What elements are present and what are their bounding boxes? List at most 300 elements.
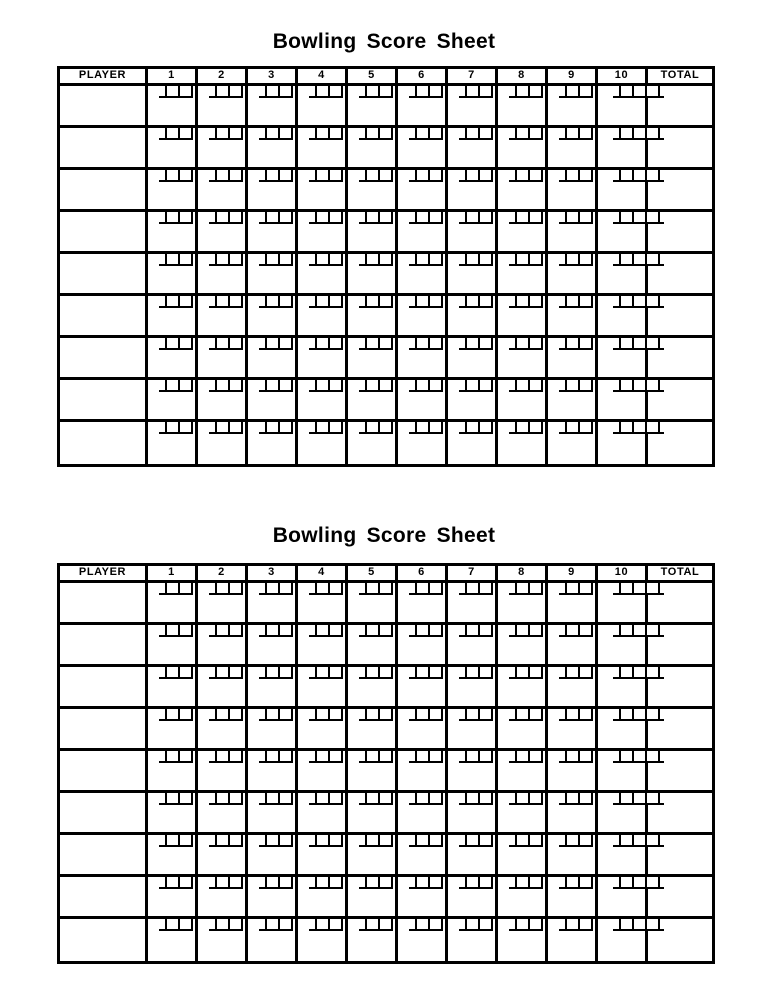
- frame-cell-row-2-frame-1[interactable]: [148, 128, 198, 170]
- frame-cell-row-3-frame-9[interactable]: [548, 170, 598, 212]
- pin-box-ball-2[interactable]: [378, 625, 393, 637]
- frame-cell-row-2-frame-8[interactable]: [498, 128, 548, 170]
- frame-cell-row-2-frame-3[interactable]: [248, 625, 298, 667]
- frame-cell-row-7-frame-1[interactable]: [148, 338, 198, 380]
- frame-cell-row-9-frame-3[interactable]: [248, 422, 298, 464]
- frame-cell-row-6-frame-8[interactable]: [498, 296, 548, 338]
- frame-cell-row-4-frame-1[interactable]: [148, 212, 198, 254]
- pin-box-ball-2[interactable]: [428, 296, 443, 308]
- pin-box-ball-2[interactable]: [528, 128, 543, 140]
- frame-cell-row-7-frame-3[interactable]: [248, 338, 298, 380]
- pin-box-ball-2[interactable]: [378, 835, 393, 847]
- frame-cell-row-7-frame-7[interactable]: [448, 835, 498, 877]
- pin-box-ball-2[interactable]: [228, 380, 243, 392]
- frame-cell-row-3-frame-1[interactable]: [148, 170, 198, 212]
- frame-cell-row-8-frame-7[interactable]: [448, 877, 498, 919]
- frame-cell-row-4-frame-3[interactable]: [248, 709, 298, 751]
- frame-cell-row-1-frame-2[interactable]: [198, 583, 248, 625]
- pin-box-ball-2[interactable]: [528, 667, 543, 679]
- pin-box-ball-2[interactable]: [178, 835, 193, 847]
- pin-box-ball-2[interactable]: [278, 212, 293, 224]
- frame-cell-row-2-frame-1[interactable]: [148, 625, 198, 667]
- pin-box-ball-2[interactable]: [328, 86, 343, 98]
- pin-box-ball-2[interactable]: [578, 625, 593, 637]
- frame-cell-row-7-frame-7[interactable]: [448, 338, 498, 380]
- pin-box-ball-2[interactable]: [578, 338, 593, 350]
- frame-cell-row-1-frame-3[interactable]: [248, 86, 298, 128]
- frame-cell-row-1-frame-9[interactable]: [548, 583, 598, 625]
- pin-box-ball-2[interactable]: [178, 667, 193, 679]
- frame-cell-row-2-frame-7[interactable]: [448, 625, 498, 667]
- frame-cell-row-3-frame-3[interactable]: [248, 667, 298, 709]
- frame-cell-row-4-frame-3[interactable]: [248, 212, 298, 254]
- pin-box-ball-2[interactable]: [378, 709, 393, 721]
- pin-box-ball-2[interactable]: [428, 128, 443, 140]
- frame-cell-row-5-frame-3[interactable]: [248, 751, 298, 793]
- pin-box-ball-2[interactable]: [178, 583, 193, 595]
- pin-box-ball-3[interactable]: [645, 212, 660, 224]
- frame-cell-row-6-frame-5[interactable]: [348, 793, 398, 835]
- frame-cell-row-4-frame-9[interactable]: [548, 709, 598, 751]
- frame-cell-row-7-frame-8[interactable]: [498, 835, 548, 877]
- frame-cell-row-9-frame-6[interactable]: [398, 919, 448, 961]
- pin-box-ball-3[interactable]: [645, 583, 660, 595]
- pin-box-ball-2[interactable]: [378, 128, 393, 140]
- pin-box-ball-2[interactable]: [228, 338, 243, 350]
- player-name-cell-row-2[interactable]: [60, 625, 148, 667]
- frame-cell-row-6-frame-4[interactable]: [298, 793, 348, 835]
- frame-cell-row-4-frame-8[interactable]: [498, 709, 548, 751]
- pin-box-ball-2[interactable]: [578, 751, 593, 763]
- frame-cell-row-9-frame-7[interactable]: [448, 919, 498, 961]
- pin-box-ball-2[interactable]: [178, 751, 193, 763]
- frame-cell-row-6-frame-6[interactable]: [398, 793, 448, 835]
- frame-cell-row-8-frame-6[interactable]: [398, 380, 448, 422]
- pin-box-ball-2[interactable]: [578, 422, 593, 434]
- pin-box-ball-2[interactable]: [378, 583, 393, 595]
- pin-box-ball-2[interactable]: [528, 296, 543, 308]
- frame-cell-row-2-frame-9[interactable]: [548, 128, 598, 170]
- frame-cell-row-9-frame-2[interactable]: [198, 422, 248, 464]
- pin-box-ball-2[interactable]: [228, 709, 243, 721]
- frame-cell-row-8-frame-6[interactable]: [398, 877, 448, 919]
- frame-cell-row-1-frame-5[interactable]: [348, 583, 398, 625]
- frame-cell-row-8-frame-1[interactable]: [148, 380, 198, 422]
- frame-cell-row-5-frame-10[interactable]: [598, 751, 648, 793]
- pin-box-ball-2[interactable]: [428, 254, 443, 266]
- pin-box-ball-2[interactable]: [178, 170, 193, 182]
- pin-box-ball-2[interactable]: [478, 128, 493, 140]
- pin-box-ball-2[interactable]: [428, 338, 443, 350]
- player-name-cell-row-6[interactable]: [60, 296, 148, 338]
- pin-box-ball-2[interactable]: [328, 877, 343, 889]
- frame-cell-row-8-frame-7[interactable]: [448, 380, 498, 422]
- frame-cell-row-5-frame-1[interactable]: [148, 254, 198, 296]
- frame-cell-row-7-frame-9[interactable]: [548, 338, 598, 380]
- pin-box-ball-2[interactable]: [528, 170, 543, 182]
- player-name-cell-row-8[interactable]: [60, 877, 148, 919]
- frame-cell-row-4-frame-6[interactable]: [398, 212, 448, 254]
- player-name-cell-row-2[interactable]: [60, 128, 148, 170]
- pin-box-ball-2[interactable]: [428, 667, 443, 679]
- frame-cell-row-1-frame-3[interactable]: [248, 583, 298, 625]
- pin-box-ball-2[interactable]: [428, 422, 443, 434]
- frame-cell-row-5-frame-5[interactable]: [348, 254, 398, 296]
- frame-cell-row-2-frame-2[interactable]: [198, 625, 248, 667]
- pin-box-ball-2[interactable]: [578, 667, 593, 679]
- pin-box-ball-2[interactable]: [528, 793, 543, 805]
- pin-box-ball-2[interactable]: [528, 583, 543, 595]
- frame-cell-row-1-frame-1[interactable]: [148, 86, 198, 128]
- frame-cell-row-1-frame-2[interactable]: [198, 86, 248, 128]
- frame-cell-row-3-frame-4[interactable]: [298, 170, 348, 212]
- pin-box-ball-2[interactable]: [478, 709, 493, 721]
- pin-box-ball-2[interactable]: [578, 128, 593, 140]
- player-name-cell-row-5[interactable]: [60, 751, 148, 793]
- player-name-cell-row-9[interactable]: [60, 919, 148, 961]
- frame-cell-row-6-frame-6[interactable]: [398, 296, 448, 338]
- pin-box-ball-3[interactable]: [645, 919, 660, 931]
- frame-cell-row-3-frame-7[interactable]: [448, 170, 498, 212]
- pin-box-ball-2[interactable]: [378, 170, 393, 182]
- frame-cell-row-3-frame-2[interactable]: [198, 170, 248, 212]
- frame-cell-row-3-frame-5[interactable]: [348, 667, 398, 709]
- frame-cell-row-1-frame-4[interactable]: [298, 583, 348, 625]
- pin-box-ball-2[interactable]: [328, 422, 343, 434]
- frame-cell-row-9-frame-6[interactable]: [398, 422, 448, 464]
- pin-box-ball-2[interactable]: [228, 877, 243, 889]
- frame-cell-row-3-frame-10[interactable]: [598, 667, 648, 709]
- pin-box-ball-2[interactable]: [178, 380, 193, 392]
- pin-box-ball-3[interactable]: [645, 86, 660, 98]
- pin-box-ball-3[interactable]: [645, 128, 660, 140]
- frame-cell-row-9-frame-10[interactable]: [598, 919, 648, 961]
- pin-box-ball-2[interactable]: [378, 793, 393, 805]
- pin-box-ball-2[interactable]: [178, 86, 193, 98]
- pin-box-ball-2[interactable]: [478, 170, 493, 182]
- pin-box-ball-3[interactable]: [645, 835, 660, 847]
- frame-cell-row-6-frame-7[interactable]: [448, 296, 498, 338]
- pin-box-ball-2[interactable]: [378, 338, 393, 350]
- frame-cell-row-8-frame-2[interactable]: [198, 380, 248, 422]
- pin-box-ball-3[interactable]: [645, 709, 660, 721]
- frame-cell-row-9-frame-2[interactable]: [198, 919, 248, 961]
- pin-box-ball-2[interactable]: [478, 835, 493, 847]
- frame-cell-row-4-frame-4[interactable]: [298, 212, 348, 254]
- pin-box-ball-3[interactable]: [645, 380, 660, 392]
- pin-box-ball-2[interactable]: [378, 212, 393, 224]
- frame-cell-row-5-frame-3[interactable]: [248, 254, 298, 296]
- pin-box-ball-2[interactable]: [528, 751, 543, 763]
- frame-cell-row-8-frame-4[interactable]: [298, 380, 348, 422]
- frame-cell-row-9-frame-7[interactable]: [448, 422, 498, 464]
- frame-cell-row-3-frame-7[interactable]: [448, 667, 498, 709]
- frame-cell-row-5-frame-1[interactable]: [148, 751, 198, 793]
- pin-box-ball-2[interactable]: [578, 254, 593, 266]
- frame-cell-row-6-frame-1[interactable]: [148, 296, 198, 338]
- frame-cell-row-2-frame-9[interactable]: [548, 625, 598, 667]
- frame-cell-row-7-frame-5[interactable]: [348, 338, 398, 380]
- pin-box-ball-2[interactable]: [378, 296, 393, 308]
- frame-cell-row-7-frame-8[interactable]: [498, 338, 548, 380]
- pin-box-ball-2[interactable]: [278, 877, 293, 889]
- frame-cell-row-3-frame-5[interactable]: [348, 170, 398, 212]
- frame-cell-row-1-frame-9[interactable]: [548, 86, 598, 128]
- frame-cell-row-7-frame-10[interactable]: [598, 835, 648, 877]
- pin-box-ball-2[interactable]: [328, 667, 343, 679]
- frame-cell-row-9-frame-5[interactable]: [348, 422, 398, 464]
- frame-cell-row-8-frame-10[interactable]: [598, 380, 648, 422]
- pin-box-ball-2[interactable]: [578, 919, 593, 931]
- frame-cell-row-4-frame-5[interactable]: [348, 709, 398, 751]
- pin-box-ball-2[interactable]: [528, 835, 543, 847]
- player-name-cell-row-1[interactable]: [60, 583, 148, 625]
- pin-box-ball-2[interactable]: [528, 919, 543, 931]
- frame-cell-row-4-frame-9[interactable]: [548, 212, 598, 254]
- pin-box-ball-2[interactable]: [178, 254, 193, 266]
- frame-cell-row-4-frame-7[interactable]: [448, 212, 498, 254]
- player-name-cell-row-5[interactable]: [60, 254, 148, 296]
- pin-box-ball-2[interactable]: [428, 212, 443, 224]
- frame-cell-row-5-frame-6[interactable]: [398, 751, 448, 793]
- pin-box-ball-2[interactable]: [478, 919, 493, 931]
- pin-box-ball-2[interactable]: [278, 793, 293, 805]
- frame-cell-row-1-frame-6[interactable]: [398, 86, 448, 128]
- pin-box-ball-2[interactable]: [178, 625, 193, 637]
- frame-cell-row-6-frame-1[interactable]: [148, 793, 198, 835]
- frame-cell-row-6-frame-8[interactable]: [498, 793, 548, 835]
- frame-cell-row-4-frame-4[interactable]: [298, 709, 348, 751]
- frame-cell-row-5-frame-7[interactable]: [448, 254, 498, 296]
- player-name-cell-row-4[interactable]: [60, 709, 148, 751]
- frame-cell-row-9-frame-9[interactable]: [548, 919, 598, 961]
- frame-cell-row-3-frame-6[interactable]: [398, 667, 448, 709]
- pin-box-ball-2[interactable]: [478, 667, 493, 679]
- pin-box-ball-2[interactable]: [378, 751, 393, 763]
- pin-box-ball-2[interactable]: [328, 296, 343, 308]
- frame-cell-row-6-frame-2[interactable]: [198, 793, 248, 835]
- pin-box-ball-2[interactable]: [378, 254, 393, 266]
- pin-box-ball-3[interactable]: [645, 751, 660, 763]
- frame-cell-row-3-frame-2[interactable]: [198, 667, 248, 709]
- frame-cell-row-1-frame-5[interactable]: [348, 86, 398, 128]
- frame-cell-row-8-frame-9[interactable]: [548, 380, 598, 422]
- frame-cell-row-8-frame-2[interactable]: [198, 877, 248, 919]
- player-name-cell-row-9[interactable]: [60, 422, 148, 464]
- pin-box-ball-2[interactable]: [328, 254, 343, 266]
- pin-box-ball-2[interactable]: [578, 296, 593, 308]
- frame-cell-row-3-frame-10[interactable]: [598, 170, 648, 212]
- frame-cell-row-9-frame-1[interactable]: [148, 422, 198, 464]
- pin-box-ball-2[interactable]: [528, 254, 543, 266]
- frame-cell-row-1-frame-8[interactable]: [498, 86, 548, 128]
- player-name-cell-row-3[interactable]: [60, 667, 148, 709]
- pin-box-ball-2[interactable]: [178, 296, 193, 308]
- pin-box-ball-2[interactable]: [228, 254, 243, 266]
- pin-box-ball-3[interactable]: [645, 296, 660, 308]
- pin-box-ball-2[interactable]: [328, 380, 343, 392]
- pin-box-ball-2[interactable]: [578, 170, 593, 182]
- frame-cell-row-2-frame-7[interactable]: [448, 128, 498, 170]
- frame-cell-row-9-frame-4[interactable]: [298, 919, 348, 961]
- pin-box-ball-2[interactable]: [528, 877, 543, 889]
- pin-box-ball-2[interactable]: [328, 170, 343, 182]
- frame-cell-row-4-frame-7[interactable]: [448, 709, 498, 751]
- pin-box-ball-2[interactable]: [478, 338, 493, 350]
- frame-cell-row-9-frame-3[interactable]: [248, 919, 298, 961]
- frame-cell-row-9-frame-5[interactable]: [348, 919, 398, 961]
- frame-cell-row-8-frame-9[interactable]: [548, 877, 598, 919]
- frame-cell-row-2-frame-10[interactable]: [598, 625, 648, 667]
- frame-cell-row-7-frame-9[interactable]: [548, 835, 598, 877]
- pin-box-ball-2[interactable]: [428, 793, 443, 805]
- frame-cell-row-5-frame-9[interactable]: [548, 751, 598, 793]
- frame-cell-row-9-frame-4[interactable]: [298, 422, 348, 464]
- pin-box-ball-2[interactable]: [478, 254, 493, 266]
- frame-cell-row-5-frame-2[interactable]: [198, 751, 248, 793]
- frame-cell-row-8-frame-5[interactable]: [348, 877, 398, 919]
- pin-box-ball-2[interactable]: [328, 583, 343, 595]
- pin-box-ball-2[interactable]: [328, 212, 343, 224]
- pin-box-ball-2[interactable]: [578, 877, 593, 889]
- frame-cell-row-8-frame-8[interactable]: [498, 380, 548, 422]
- frame-cell-row-5-frame-7[interactable]: [448, 751, 498, 793]
- frame-cell-row-2-frame-5[interactable]: [348, 128, 398, 170]
- pin-box-ball-2[interactable]: [228, 751, 243, 763]
- frame-cell-row-7-frame-4[interactable]: [298, 338, 348, 380]
- frame-cell-row-7-frame-2[interactable]: [198, 338, 248, 380]
- frame-cell-row-7-frame-3[interactable]: [248, 835, 298, 877]
- frame-cell-row-7-frame-5[interactable]: [348, 835, 398, 877]
- pin-box-ball-2[interactable]: [478, 296, 493, 308]
- pin-box-ball-2[interactable]: [178, 793, 193, 805]
- pin-box-ball-2[interactable]: [478, 583, 493, 595]
- frame-cell-row-4-frame-6[interactable]: [398, 709, 448, 751]
- frame-cell-row-1-frame-8[interactable]: [498, 583, 548, 625]
- pin-box-ball-2[interactable]: [278, 919, 293, 931]
- pin-box-ball-3[interactable]: [645, 254, 660, 266]
- frame-cell-row-5-frame-9[interactable]: [548, 254, 598, 296]
- pin-box-ball-2[interactable]: [428, 919, 443, 931]
- frame-cell-row-8-frame-10[interactable]: [598, 877, 648, 919]
- frame-cell-row-7-frame-10[interactable]: [598, 338, 648, 380]
- pin-box-ball-2[interactable]: [428, 86, 443, 98]
- pin-box-ball-2[interactable]: [478, 422, 493, 434]
- pin-box-ball-2[interactable]: [178, 877, 193, 889]
- frame-cell-row-1-frame-6[interactable]: [398, 583, 448, 625]
- pin-box-ball-3[interactable]: [645, 422, 660, 434]
- player-name-cell-row-6[interactable]: [60, 793, 148, 835]
- pin-box-ball-2[interactable]: [578, 380, 593, 392]
- frame-cell-row-4-frame-10[interactable]: [598, 212, 648, 254]
- pin-box-ball-2[interactable]: [278, 422, 293, 434]
- frame-cell-row-5-frame-10[interactable]: [598, 254, 648, 296]
- frame-cell-row-3-frame-9[interactable]: [548, 667, 598, 709]
- pin-box-ball-2[interactable]: [178, 128, 193, 140]
- pin-box-ball-2[interactable]: [228, 919, 243, 931]
- pin-box-ball-2[interactable]: [428, 170, 443, 182]
- frame-cell-row-5-frame-8[interactable]: [498, 254, 548, 296]
- player-name-cell-row-7[interactable]: [60, 835, 148, 877]
- pin-box-ball-2[interactable]: [278, 751, 293, 763]
- frame-cell-row-5-frame-4[interactable]: [298, 751, 348, 793]
- frame-cell-row-8-frame-3[interactable]: [248, 380, 298, 422]
- pin-box-ball-2[interactable]: [228, 583, 243, 595]
- pin-box-ball-2[interactable]: [278, 835, 293, 847]
- pin-box-ball-2[interactable]: [328, 709, 343, 721]
- frame-cell-row-5-frame-6[interactable]: [398, 254, 448, 296]
- pin-box-ball-2[interactable]: [428, 625, 443, 637]
- pin-box-ball-2[interactable]: [228, 422, 243, 434]
- pin-box-ball-2[interactable]: [578, 212, 593, 224]
- pin-box-ball-2[interactable]: [228, 835, 243, 847]
- frame-cell-row-2-frame-6[interactable]: [398, 625, 448, 667]
- frame-cell-row-3-frame-1[interactable]: [148, 667, 198, 709]
- frame-cell-row-9-frame-10[interactable]: [598, 422, 648, 464]
- frame-cell-row-4-frame-1[interactable]: [148, 709, 198, 751]
- frame-cell-row-7-frame-2[interactable]: [198, 835, 248, 877]
- pin-box-ball-2[interactable]: [278, 709, 293, 721]
- pin-box-ball-3[interactable]: [645, 793, 660, 805]
- pin-box-ball-2[interactable]: [378, 380, 393, 392]
- pin-box-ball-2[interactable]: [428, 877, 443, 889]
- frame-cell-row-4-frame-2[interactable]: [198, 709, 248, 751]
- pin-box-ball-2[interactable]: [378, 877, 393, 889]
- pin-box-ball-2[interactable]: [178, 422, 193, 434]
- frame-cell-row-1-frame-7[interactable]: [448, 86, 498, 128]
- frame-cell-row-2-frame-5[interactable]: [348, 625, 398, 667]
- frame-cell-row-3-frame-6[interactable]: [398, 170, 448, 212]
- pin-box-ball-2[interactable]: [328, 919, 343, 931]
- pin-box-ball-2[interactable]: [178, 338, 193, 350]
- pin-box-ball-2[interactable]: [228, 128, 243, 140]
- pin-box-ball-2[interactable]: [528, 380, 543, 392]
- frame-cell-row-7-frame-6[interactable]: [398, 338, 448, 380]
- pin-box-ball-3[interactable]: [645, 667, 660, 679]
- pin-box-ball-2[interactable]: [578, 583, 593, 595]
- pin-box-ball-2[interactable]: [278, 583, 293, 595]
- player-name-cell-row-3[interactable]: [60, 170, 148, 212]
- pin-box-ball-2[interactable]: [378, 86, 393, 98]
- pin-box-ball-2[interactable]: [528, 212, 543, 224]
- frame-cell-row-1-frame-1[interactable]: [148, 583, 198, 625]
- pin-box-ball-2[interactable]: [578, 709, 593, 721]
- pin-box-ball-2[interactable]: [478, 86, 493, 98]
- frame-cell-row-6-frame-2[interactable]: [198, 296, 248, 338]
- frame-cell-row-2-frame-6[interactable]: [398, 128, 448, 170]
- frame-cell-row-9-frame-8[interactable]: [498, 919, 548, 961]
- pin-box-ball-2[interactable]: [278, 625, 293, 637]
- pin-box-ball-2[interactable]: [278, 128, 293, 140]
- pin-box-ball-2[interactable]: [428, 380, 443, 392]
- frame-cell-row-8-frame-4[interactable]: [298, 877, 348, 919]
- frame-cell-row-6-frame-3[interactable]: [248, 793, 298, 835]
- frame-cell-row-1-frame-7[interactable]: [448, 583, 498, 625]
- pin-box-ball-2[interactable]: [528, 338, 543, 350]
- pin-box-ball-2[interactable]: [278, 380, 293, 392]
- pin-box-ball-2[interactable]: [528, 625, 543, 637]
- frame-cell-row-2-frame-8[interactable]: [498, 625, 548, 667]
- pin-box-ball-2[interactable]: [428, 583, 443, 595]
- pin-box-ball-2[interactable]: [178, 919, 193, 931]
- pin-box-ball-2[interactable]: [228, 86, 243, 98]
- frame-cell-row-6-frame-9[interactable]: [548, 793, 598, 835]
- pin-box-ball-2[interactable]: [278, 86, 293, 98]
- pin-box-ball-2[interactable]: [228, 667, 243, 679]
- frame-cell-row-6-frame-4[interactable]: [298, 296, 348, 338]
- pin-box-ball-2[interactable]: [228, 296, 243, 308]
- pin-box-ball-2[interactable]: [478, 793, 493, 805]
